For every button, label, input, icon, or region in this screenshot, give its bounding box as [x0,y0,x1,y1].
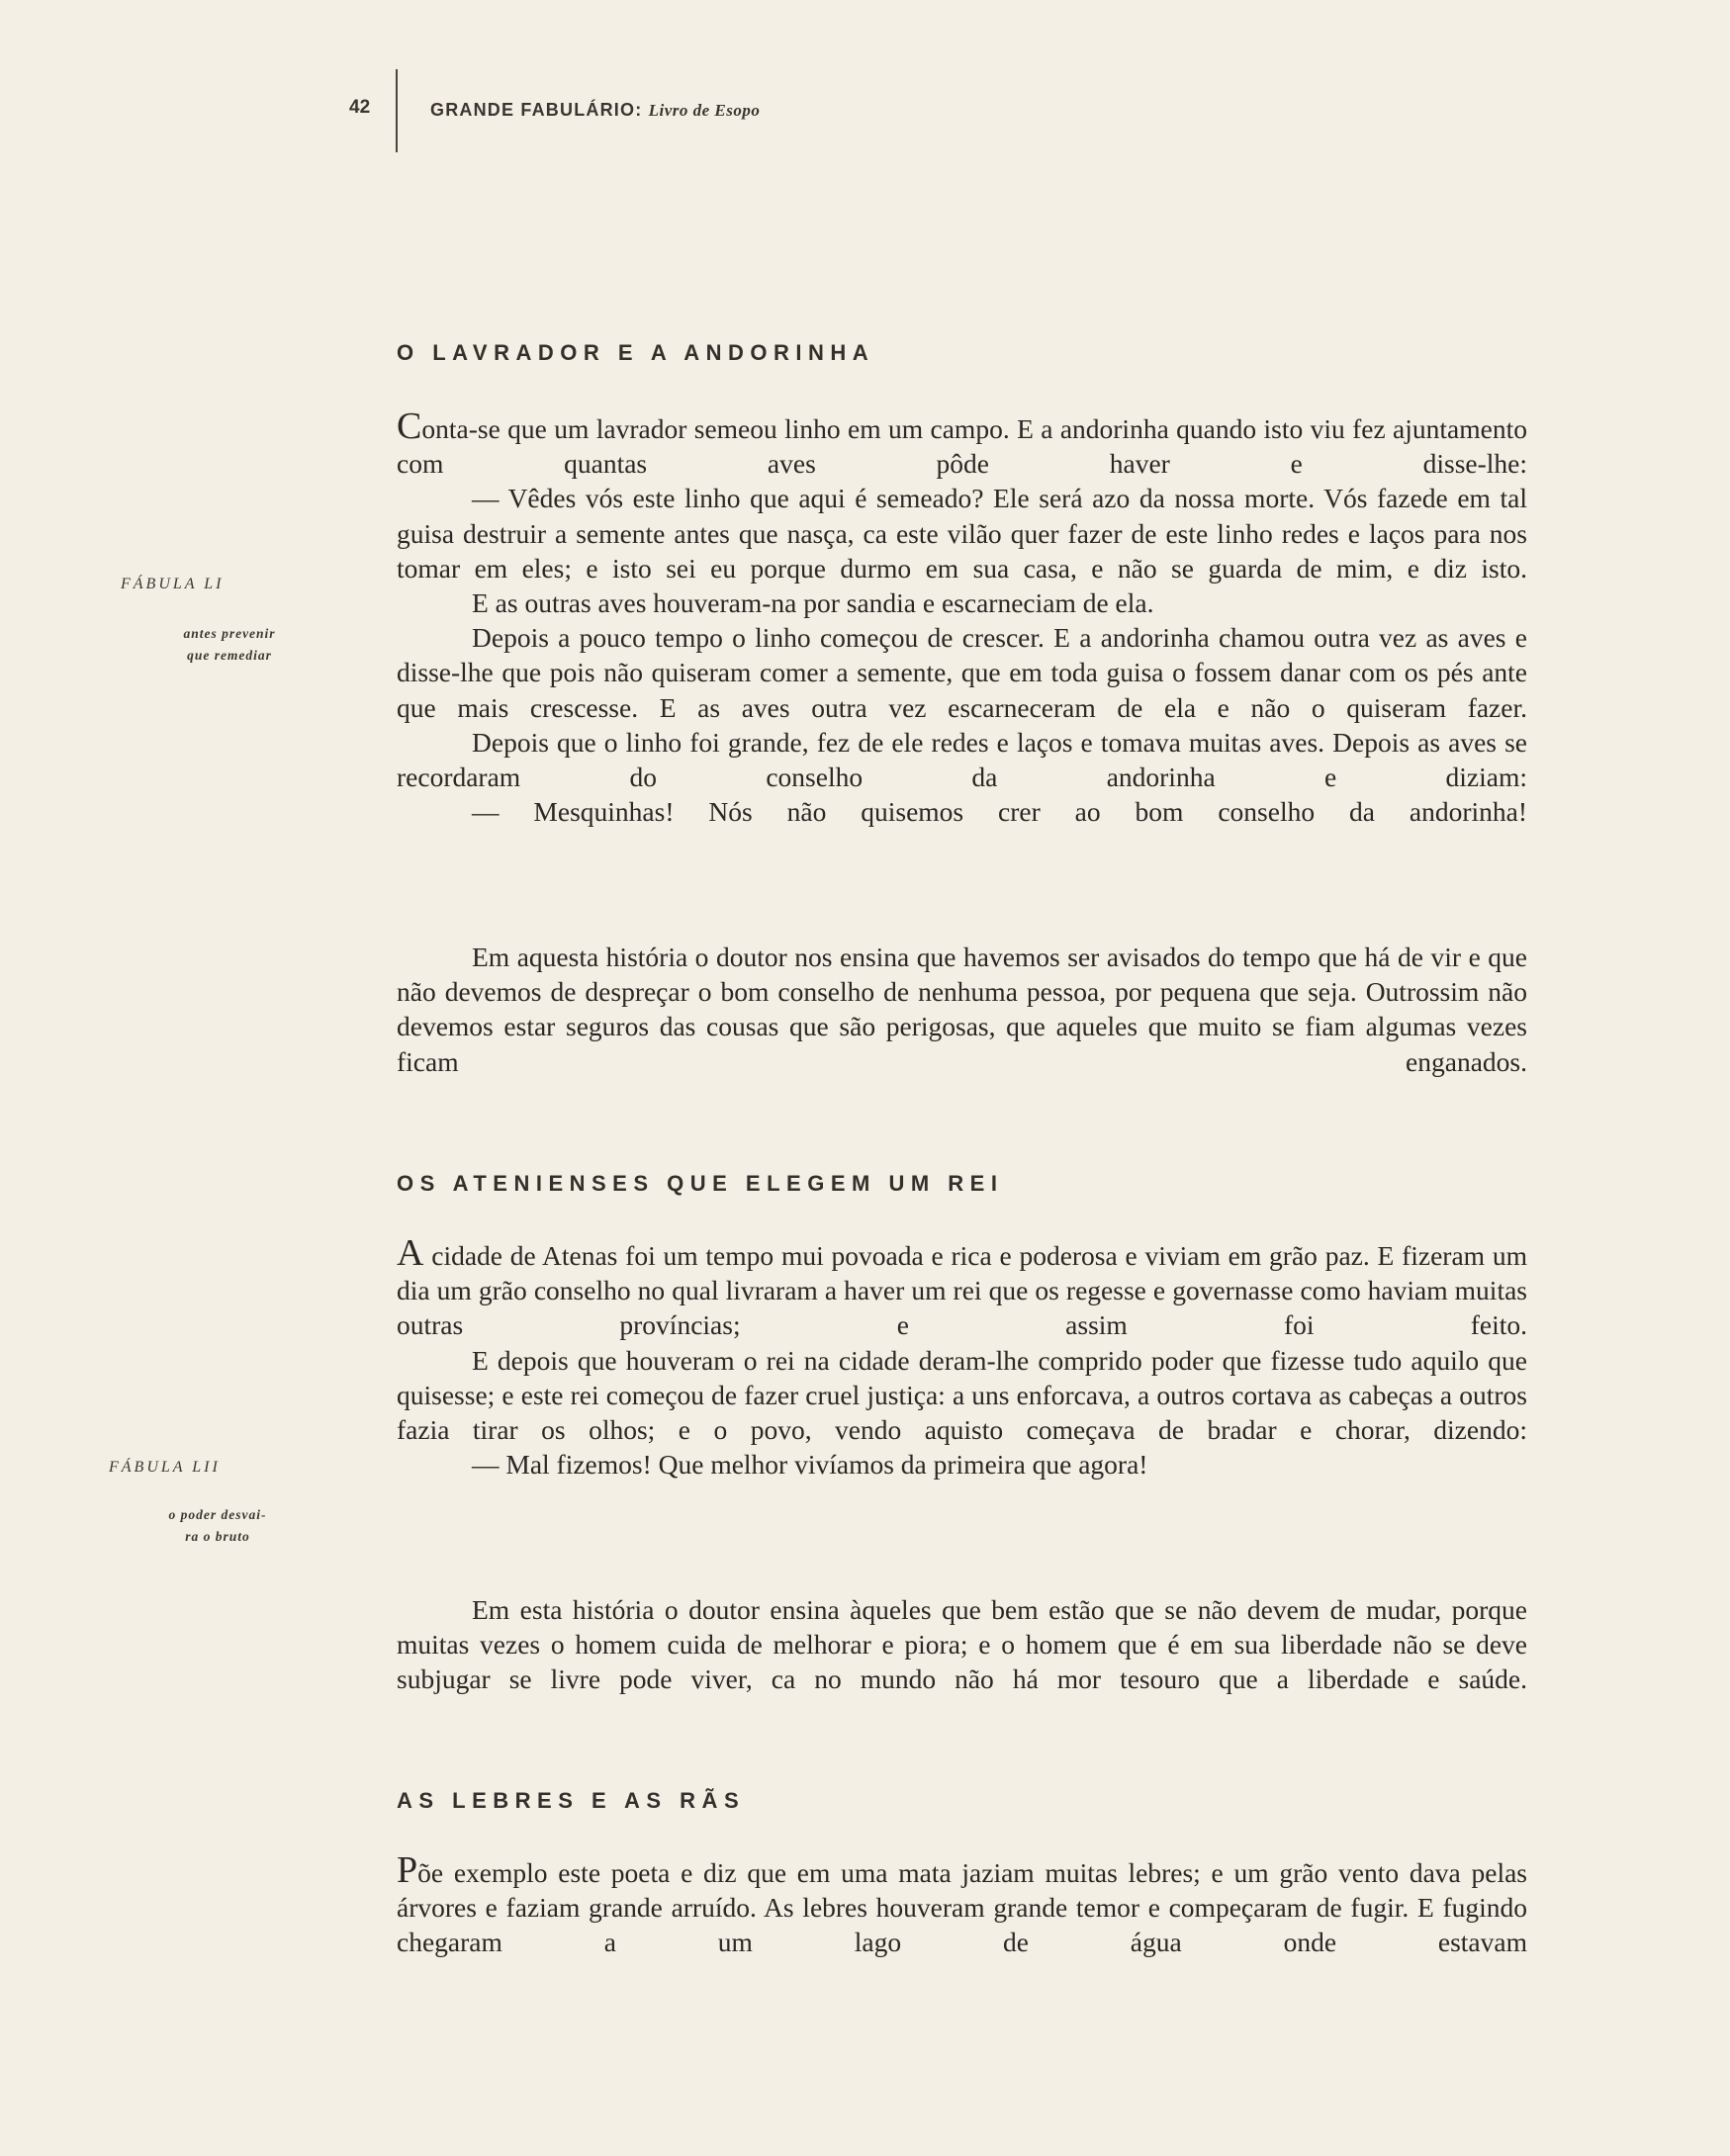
fable-title: O LAVRADOR E A ANDORINHA [397,340,875,365]
paragraph: — Mesquinhas! Nós não quisemos crer ao bom conselho da andorinha! [472,796,1527,828]
paragraph: Depois a pouco tempo o linho começou de crescer. E a andorinha chamou outra vez as aves e disse-lhe que pois não quiseram comer a semente, que em toda guisa o fossem danar com os pés ante que mais crescesse. E as aves outra vez escarneceram de ela e não o quiseram fazer. [397,622,1527,723]
fable-title: OS ATENIENSES QUE ELEGEM UM REI [397,1171,1004,1196]
fable-text [397,405,1527,829]
paragraph: E as outras aves houveram-na por sandia e escarneciam de ela. [472,587,1154,619]
paragraph: E depois que houveram o rei na cidade deram-lhe comprido poder que fizesse tudo aquilo que quisesse; e este rei começou de fazer cruel justiça: a uns enforcava, a outros cortava as cabeças a outros fazia tirar os olhos; e o povo, vendo aquisto começava de bradar e chorar, dizendo: [397,1344,1527,1446]
fable-side-label: FÁBULA LI [121,576,225,592]
initial-letter: C [397,405,422,447]
paragraph: — Mal fizemos! Que melhor vivíamos da primeira que agora! [472,1449,1148,1481]
header-divider [396,69,398,152]
paragraph: Põe exemplo este poeta e diz que em uma mata jaziam muitas lebres; e um grão vento dava pelas árvores e faziam grande arruído. As lebres houveram grande temor e compeçaram de fugir. E fugindo chegaram a um lago de água onde estavam [397,1849,1527,1958]
fable-side-label: FÁBULA LII [109,1459,221,1476]
paragraph: Conta-se que um lavrador semeou linho em um campo. E a andorinha quando isto viu fez ajuntamento com quantas aves pôde haver e disse-lhe: [397,405,1527,480]
initial-letter: A [397,1232,424,1274]
fable-text [397,1849,1527,1960]
paragraph: Em aquesta história o doutor nos ensina que havemos ser avisados do tempo que há de vir e que não devemos de despreçar o bom conselho de nenhuma pessoa, por pequena que seja. Outrossim não devemos estar seguros das cousas que são perigosas, que aqueles que muito se fiam algumas vezes ficam enganados. [397,942,1527,1077]
paragraph: A cidade de Atenas foi um tempo mui povoada e rica e poderosa e viviam em grão paz. E fizeram um dia um grão conselho no qual livraram a haver um rei que os regesse e governasse como haviam muitas outras províncias; e assim foi feito. [397,1232,1527,1341]
fable-side-note: o poder desvai- ra o bruto [168,1507,267,1544]
book-subtitle: Livro de Esopo [648,101,761,120]
fable-moral [397,940,1527,1079]
fable-title: AS LEBRES E AS RÃS [397,1788,746,1813]
fable-moral [397,1592,1527,1697]
paragraph: Em esta história o doutor ensina àqueles que bem estão que se não devem de mudar, porque muitas vezes o homem cuida de melhorar e piora; e o homem que é em sua liberdade não se deve subjugar se livre pode viver, ca no mundo não há mor tesouro que a liberdade e saúde. [397,1594,1527,1695]
book-title: GRANDE FABULÁRIO [430,100,636,120]
fable-side-note: antes prevenir que remediar [183,626,276,663]
page-number: 42 [349,97,371,118]
initial-letter: P [397,1849,418,1891]
paragraph: — Vêdes vós este linho que aqui é semeado? Ele será azo da nossa morte. Vós fazede em tal guisa destruir a semente antes que nasça, ca este vilão quer fazer de este linho redes e laços para nos tomar em eles; e isto sei eu porque durmo em sua casa, e não se guarda de mim, e diz isto. [397,483,1527,584]
fable-text [397,1232,1527,1482]
paragraph: Depois que o linho foi grande, fez de ele redes e laços e tomava muitas aves. Depois as aves se recordaram do conselho da andorinha e diziam: [397,726,1527,793]
running-title: GRANDE FABULÁRIO: Livro de Esopo [430,100,761,120]
